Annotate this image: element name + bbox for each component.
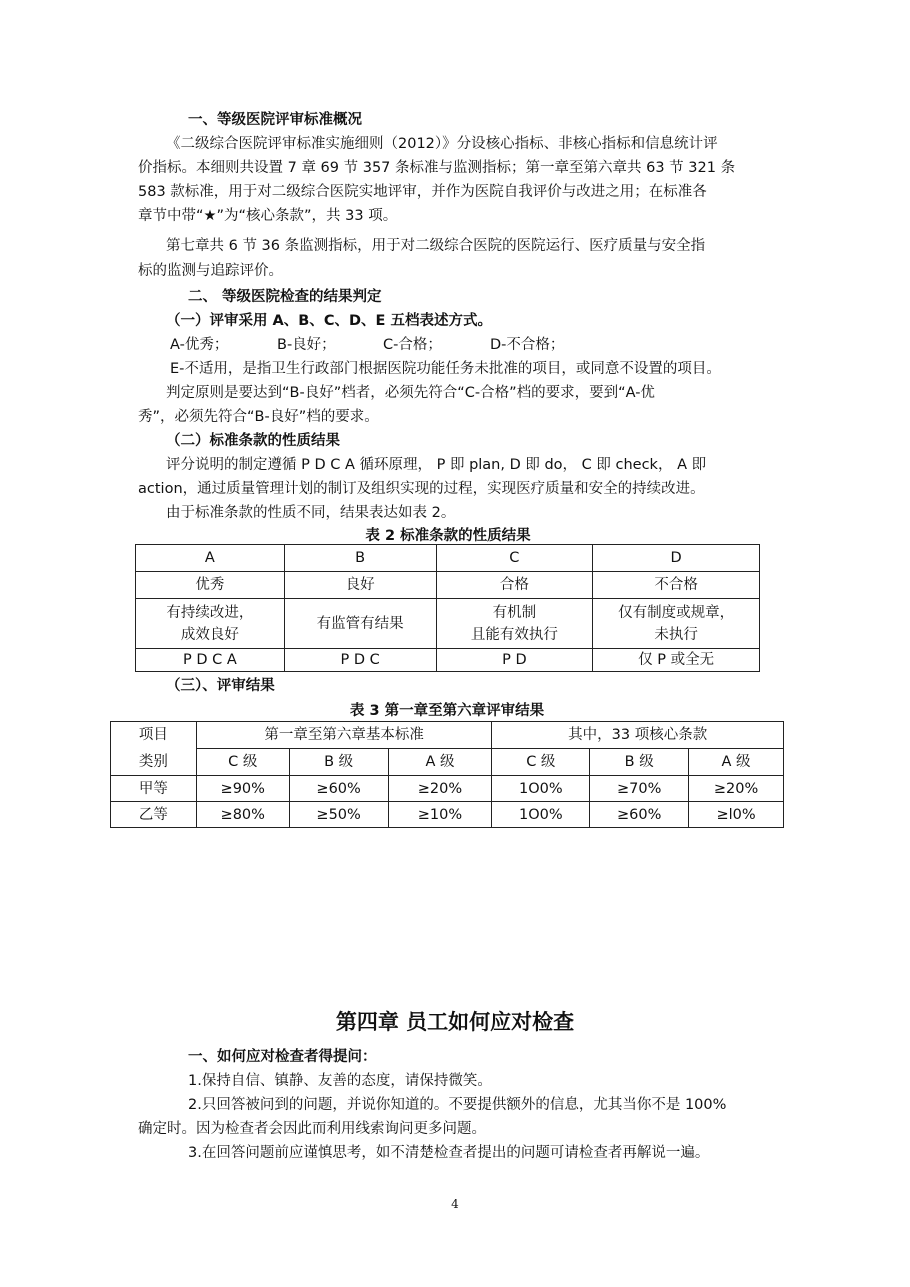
table3-corner-bottom: 类别 bbox=[111, 749, 197, 776]
table2-cell: 仅有制度或规章， 未执行 bbox=[593, 599, 760, 649]
chapter4-title: 第四章 员工如何应对检查 bbox=[335, 1010, 575, 1034]
pdca-line2: action，通过质量管理计划的制订及组织实现的过程，实现医疗质量和安全的持续改进。 bbox=[138, 481, 705, 497]
section3-heading: （三）、评审结果 bbox=[166, 678, 275, 694]
section1-para2-line1: 第七章共 6 节 36 条监测指标，用于对二级综合医院的医院运行、医疗质量与安全指 bbox=[166, 238, 706, 254]
section2-sub2: （二）标准条款的性质结果 bbox=[166, 433, 340, 449]
table2-caption: 表 2 标准条款的性质结果 bbox=[365, 528, 531, 544]
table3-cell: ≥70% bbox=[590, 776, 689, 802]
table2-cell: P D bbox=[436, 649, 593, 672]
table3-level: B 级 bbox=[590, 749, 689, 776]
table2-cell: 良好 bbox=[284, 572, 436, 599]
table3-cell: ≥10% bbox=[388, 802, 492, 828]
table3-cell: ≥60% bbox=[289, 776, 388, 802]
table3-level: C 级 bbox=[196, 749, 289, 776]
section2-sub1: （一）评审采用 A、B、C、D、E 五档表述方式。 bbox=[166, 313, 492, 329]
table3-level: A 级 bbox=[388, 749, 492, 776]
table2-cell: A bbox=[136, 545, 285, 572]
grade-c: C-合格； bbox=[383, 337, 442, 353]
table3-caption: 表 3 第一章至第六章评审结果 bbox=[349, 703, 545, 719]
chapter4-item1: 1.保持自信、镇静、友善的态度，请保持微笑。 bbox=[188, 1073, 492, 1089]
principle-line2: 秀”，必须先符合“B-良好”档的要求。 bbox=[138, 409, 379, 425]
table3-level: A 级 bbox=[689, 749, 784, 776]
table2-intro: 由于标准条款的性质不同，结果表达如表 2。 bbox=[166, 505, 456, 521]
table3-row-label: 甲等 bbox=[111, 776, 197, 802]
table3-cell: ≥50% bbox=[289, 802, 388, 828]
section1-heading: 一、等级医院评审标准概况 bbox=[188, 112, 362, 128]
grade-d: D-不合格； bbox=[490, 337, 565, 353]
table2-cell: P D C A bbox=[136, 649, 285, 672]
table3-level: B 级 bbox=[289, 749, 388, 776]
chapter4-heading: 一、如何应对检查者得提问： bbox=[188, 1049, 377, 1065]
section1-para1-line3: 583 款标准，用于对二级综合医院实地评审，并作为医院自我评价与改进之用；在标准各 bbox=[138, 184, 707, 200]
table3 bbox=[110, 721, 784, 828]
section1-para1-line1: 《二级综合医院评审标准实施细则（2012）》分设核心指标、非核心指标和信息统计评 bbox=[166, 136, 718, 152]
table3-level: C 级 bbox=[492, 749, 590, 776]
table3-cell: 1O0% bbox=[492, 776, 590, 802]
table3-row-label: 乙等 bbox=[111, 802, 197, 828]
page-number: 4 bbox=[451, 1197, 459, 1211]
table2-cell: D bbox=[593, 545, 760, 572]
chapter4-item3: 3.在回答问题前应谨慎思考，如不清楚检查者提出的问题可请检查者再解说一遍。 bbox=[188, 1145, 710, 1161]
principle-line1: 判定原则是要达到“B-良好”档者，必须先符合“C-合格”档的要求，要到“A-优 bbox=[166, 385, 655, 401]
section2-heading: 二、 等级医院检查的结果判定 bbox=[188, 289, 382, 305]
table3-cell: ≥60% bbox=[590, 802, 689, 828]
table2 bbox=[135, 544, 760, 672]
table2-cell: 有机制 且能有效执行 bbox=[436, 599, 593, 649]
grade-a: A-优秀； bbox=[170, 337, 229, 353]
section1-para1-line4: 章节中带“★”为“核心条款”，共 33 项。 bbox=[138, 208, 398, 224]
table3-cell: ≥20% bbox=[388, 776, 492, 802]
table2-cell: 有监管有结果 bbox=[284, 599, 436, 649]
chapter4-item2-line1: 2.只回答被问到的问题，并说你知道的。不要提供额外的信息，尤其当你不是 100% bbox=[188, 1097, 727, 1113]
table2-cell: C bbox=[436, 545, 593, 572]
section1-para2-line2: 标的监测与追踪评价。 bbox=[138, 263, 283, 279]
grade-b: B-良好； bbox=[277, 337, 336, 353]
table2-cell: 合格 bbox=[436, 572, 593, 599]
table3-cell: ≥90% bbox=[196, 776, 289, 802]
table2-cell: 仅 P 或全无 bbox=[593, 649, 760, 672]
table3-group2: 其中，33 项核心条款 bbox=[492, 722, 784, 749]
table3-cell: 1O0% bbox=[492, 802, 590, 828]
table2-cell: B bbox=[284, 545, 436, 572]
table3-cell: ≥20% bbox=[689, 776, 784, 802]
table2-cell: 不合格 bbox=[593, 572, 760, 599]
table2-cell: 优秀 bbox=[136, 572, 285, 599]
grade-e: E-不适用，是指卫生行政部门根据医院功能任务未批准的项目，或同意不设置的项目。 bbox=[170, 361, 721, 377]
section1-para1-line2: 价指标。本细则共设置 7 章 69 节 357 条标准与监测指标；第一章至第六章共 63 节 321 条 bbox=[138, 160, 736, 176]
table2-cell: P D C bbox=[284, 649, 436, 672]
chapter4-item2-line2: 确定时。因为检查者会因此而利用线索询问更多问题。 bbox=[138, 1121, 486, 1137]
table2-cell: 有持续改进， 成效良好 bbox=[136, 599, 285, 649]
table3-group1: 第一章至第六章基本标准 bbox=[196, 722, 492, 749]
table3-corner-top: 项目 bbox=[111, 722, 197, 749]
pdca-line1: 评分说明的制定遵循 P D C A 循环原理， P 即 plan, D 即 do， C 即 check， A 即 bbox=[166, 457, 707, 473]
table3-cell: ≥80% bbox=[196, 802, 289, 828]
table3-cell: ≥l0% bbox=[689, 802, 784, 828]
